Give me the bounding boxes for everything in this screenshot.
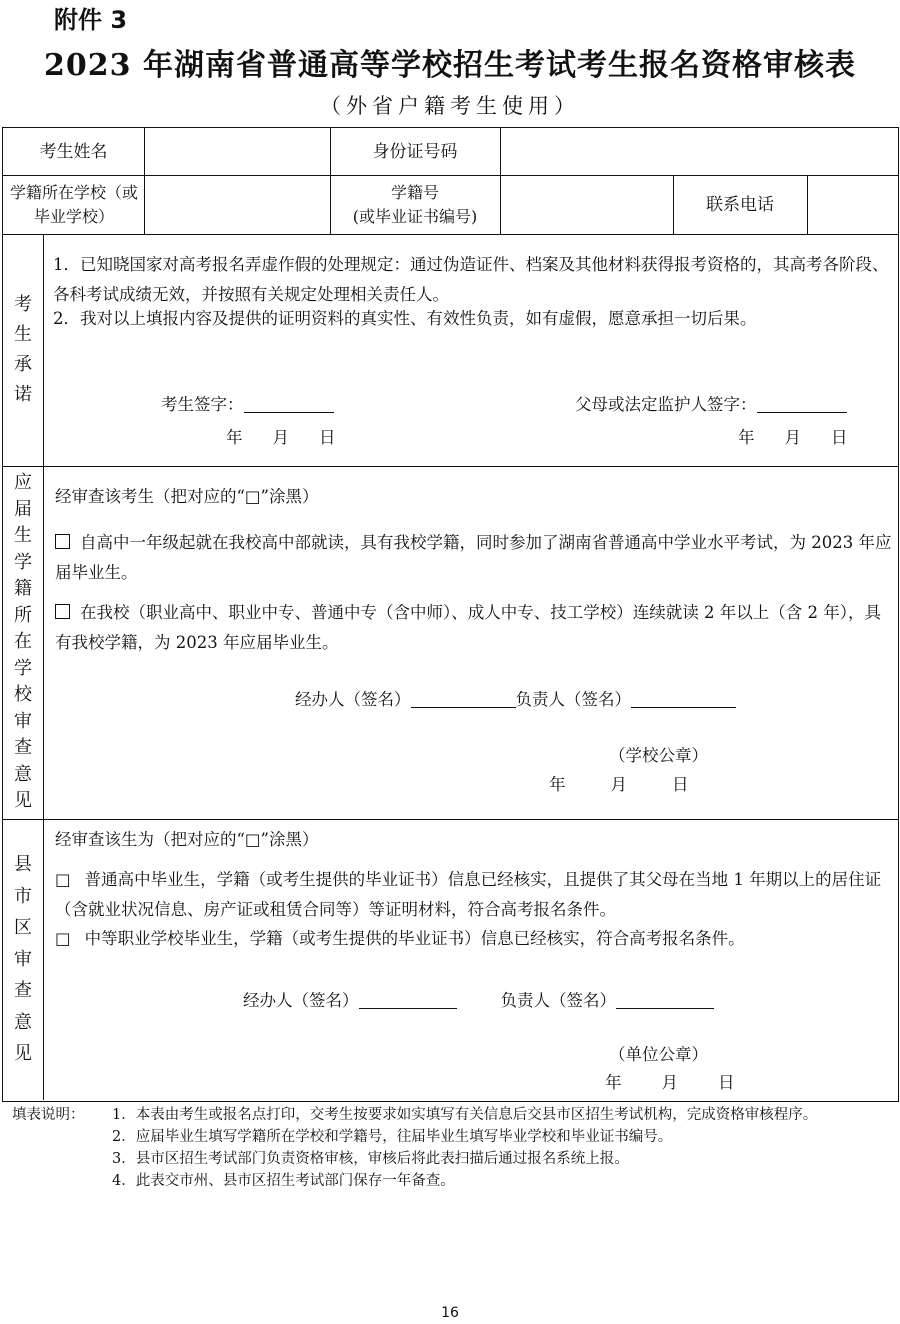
school-review-option-1: 自高中一年级起就在我校高中部就读，具有我校学籍，同时参加了湖南省普通高中学业水平考试，为 2023 年应届毕业生。	[55, 533, 892, 582]
county-review-date: 年 月 日	[605, 1073, 735, 1092]
id-number-label: 身份证号码	[372, 141, 458, 162]
student-number-input[interactable]	[501, 175, 673, 234]
student-signature: 考生签字：	[161, 390, 334, 420]
county-leader-line[interactable]	[616, 990, 714, 1009]
county-handler-signature: 经办人（签名） 负责人（签名）	[243, 986, 714, 1016]
form-title: 2023 年湖南省普通高等学校招生考试考生报名资格审核表	[44, 48, 856, 83]
school-review-option-2: 在我校（职业高中、职业中专、普通中专（含中师）、成人中专、技工学校）连续就读 2 年以上（含 2 年），具有我校学籍，为 2023 年应届毕业生。	[55, 603, 881, 652]
county-review-side-label: 县 市 区 审 查 意 见	[14, 854, 32, 1065]
school-review-date: 年 月 日	[549, 775, 689, 794]
note-item: 2．应届毕业生填写学籍所在学校和学籍号，往届毕业生填写毕业学校和毕业证书编号。	[112, 1129, 673, 1145]
page-number: 16	[441, 1305, 459, 1321]
student-number-label: 学籍号 (或毕业证书编号)	[352, 182, 478, 226]
school-handler-line[interactable]	[411, 689, 516, 708]
school-input[interactable]	[145, 175, 330, 234]
note-item: 4．此表交市州、县市区招生考试部门保存一年备查。	[112, 1173, 455, 1189]
county-option-2-checkbox[interactable]: □	[55, 929, 71, 948]
school-handler-signature: 经办人（签名） 负责人（签名）	[295, 685, 736, 715]
county-option-1-checkbox[interactable]: □	[55, 870, 71, 889]
guardian-signature: 父母或法定监护人签字：	[575, 390, 847, 420]
note-item: 3．县市区招生考试部门负责资格审核，审核后将此表扫描后通过报名系统上报。	[112, 1151, 629, 1167]
school-leader-line[interactable]	[631, 689, 736, 708]
option-2-checkbox[interactable]	[55, 604, 70, 619]
pledge-side-label: 考 生 承 诺	[14, 294, 32, 405]
county-handler-line[interactable]	[359, 990, 457, 1009]
guardian-sign-date: 年 月 日	[738, 428, 848, 447]
county-review-option-2: □ 中等职业学校毕业生，学籍（或考生提供的毕业证书）信息已经核实，符合高考报名条件。	[55, 929, 745, 948]
county-seal: （单位公章）	[609, 1045, 708, 1064]
school-review-intro: 经审查该考生（把对应的“□”涂黑）	[55, 487, 319, 506]
pledge-item-1: 1．已知晓国家对高考报名弄虚作假的处理规定：通过伪造证件、档案及其他材料获得报考资格的，其高考各阶段、各科考试成绩无效，并按照有关规定处理相关责任人。	[53, 255, 889, 304]
name-input[interactable]	[145, 128, 330, 175]
notes-label: 填表说明：	[12, 1107, 85, 1123]
phone-input[interactable]	[808, 175, 898, 234]
review-form-table	[2, 127, 899, 1102]
form-notes	[12, 1104, 817, 1192]
option-1-checkbox[interactable]	[55, 534, 70, 549]
name-label: 考生姓名	[39, 141, 108, 162]
annex-label: 附件 3	[54, 6, 128, 34]
county-review-intro: 经审查该生为（把对应的“□”涂黑）	[55, 830, 319, 849]
student-sign-date: 年 月 日	[226, 428, 336, 447]
guardian-signature-line[interactable]	[757, 394, 847, 413]
school-label: 学籍所在学校（或毕业学校）	[9, 182, 138, 226]
county-review-option-1: □ 普通高中毕业生，学籍（或考生提供的毕业证书）信息已经核实，且提供了其父母在当地 1 年期以上的居住证（含就业状况信息、房产证或租赁合同等）等证明材料，符合高考报名条件。	[55, 870, 882, 919]
form-subtitle: （外省户籍考生使用）	[320, 94, 580, 118]
note-item: 1．本表由考生或报名点打印，交考生按要求如实填写有关信息后交县市区招生考试机构，完成资格审核程序。	[112, 1107, 818, 1123]
school-review-side-label: 应 届 生 学 籍 所 在 学 校 审 查 意 见	[14, 472, 32, 812]
student-signature-line[interactable]	[244, 394, 334, 413]
school-seal: （学校公章）	[609, 746, 708, 765]
id-number-input[interactable]	[501, 128, 898, 175]
pledge-item-2: 2．我对以上填报内容及提供的证明资料的真实性、有效性负责，如有虚假，愿意承担一切后果。	[53, 309, 757, 328]
phone-label: 联系电话	[706, 194, 774, 215]
